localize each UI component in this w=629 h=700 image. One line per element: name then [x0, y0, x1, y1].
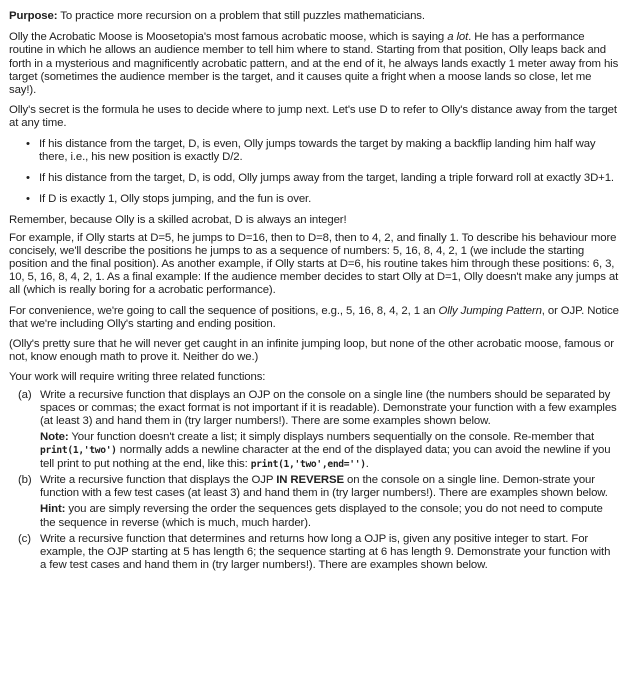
hint-label: Hint:: [40, 503, 66, 516]
task-c: [9, 533, 619, 573]
in-reverse-emphasis: IN REVERSE: [276, 473, 344, 486]
hint-text: you are simply reversing the order the sequences gets displayed to the console; you do not need to compute the sequence in reverse (which is much, much harder).: [40, 503, 603, 529]
secret-paragraph: Olly's secret is the formula he uses to decide where to jump next. Let's use D to refer to Olly's distance away from the target at any time.: [9, 104, 617, 130]
task-b-text-1: Write a recursive function that displays the OJP: [40, 473, 277, 486]
intro-emphasis: a lot: [447, 31, 469, 44]
rule-text: If his distance from the target, D, is even, Olly jumps towards the target by making a backflip landing him half way there, i.e., his new position is exactly D/2.: [39, 137, 596, 163]
purpose-label: Purpose:: [9, 10, 58, 22]
rule-stop: [9, 193, 619, 206]
work-intro: Your work will require writing three related functions:: [9, 371, 266, 384]
task-b-text-2: on the console on a single line. Demon-strate your function with a few test cases (at least 3) and hand them in (try larger numbers!). There are examples shown below.: [40, 473, 608, 500]
task-label: (c): [18, 532, 31, 545]
bullet-icon: •: [26, 172, 30, 185]
rule-text: If D is exactly 1, Olly stops jumping, and the fun is over.: [39, 193, 312, 206]
convenience-text-1: For convenience, we're going to call the sequence of positions, e.g., 5, 16, 8, 4, 2, 1 an: [9, 304, 439, 317]
rule-text: If his distance from the target, D, is odd, Olly jumps away from the target, landing a triple forward roll at exactly 3D+1.: [39, 172, 614, 185]
convenience-paragraph: [9, 305, 619, 331]
task-b: [9, 474, 619, 530]
intro-paragraph: [9, 31, 619, 97]
code-snippet: print(1,'two'): [40, 445, 117, 457]
task-label: (b): [18, 473, 32, 486]
task-label: (a): [18, 388, 32, 401]
task-c-text: Write a recursive function that determines and returns how long a OJP is, given any positive integer to start. For example, the OJP starting at 5 has length 6; the sequence starting at 6 has length 9. Demonstrate your function with a few test cases and hand them in (try larger numbers!). There are examples shown below.: [40, 532, 611, 572]
task-a-note: [40, 431, 619, 471]
task-a: [9, 389, 619, 471]
task-b-text: [40, 474, 619, 500]
task-b-hint: [40, 503, 619, 529]
convenience-text-2: , or OJP. Notice that we're including Olly's starting and ending position.: [9, 304, 619, 330]
ojp-term: Olly Jumping Pattern: [438, 304, 542, 317]
purpose-line: [9, 10, 619, 23]
aside-paragraph: (Olly's pretty sure that he will never get caught in an infinite jumping loop, but none of the other acrobatic moose, famous or not, know enough math to prove it. Neither do we.): [9, 338, 614, 364]
intro-text-1: Olly the Acrobatic Moose is Moosetopia's most famous acrobatic moose, which is saying: [9, 31, 448, 44]
rule-odd: [9, 172, 619, 185]
task-a-text: Write a recursive function that displays an OJP on the console on a single line (the numbers should be separated by spaces or commas; the exact format is not important if it is readable). Demonstrate your function with a few examples (at least 3) and hand them in (try larger numbers!). There are some examples shown below.: [40, 388, 617, 428]
note-text-3: .: [365, 457, 369, 470]
rules-list: [9, 138, 619, 207]
note-text-1: Your function doesn't create a list; it simply displays numbers sequentially on the console. Re-member that: [68, 431, 595, 444]
example-paragraph: For example, if Olly starts at D=5, he jumps to D=16, then to D=8, then to 4, 2, and finally 1. To describe his behaviour more concisely, we'll describe the positions he jumps to as a sequence of numbers: 5, 16, 8, 4, 2, 1 (we include the starting position and the final position). As another example, if Olly starts at D=6, his routine takes him through these positions: 6, 3, 10, 5, 16, 8, 4, 2, 1. As a final example: If the audience member decides to start Olly at D=1, Olly doesn't make any jumps at all (which is really boring for a acrobatic performance).: [9, 231, 619, 297]
note-text-2: normally adds a newline character at the end of the displayed data; you can avoid the newline if you tell print to put nothing at the end, like this:: [40, 444, 611, 470]
code-snippet: print(1,'two',end=''): [250, 458, 366, 470]
task-list: [9, 389, 619, 573]
note-label: Note:: [40, 431, 69, 444]
rule-even: [9, 138, 619, 164]
purpose-text: To practice more recursion on a problem that still puzzles mathematicians.: [57, 10, 425, 22]
intro-text-2: . He has a performance routine in which he allows an audience member to tell him where to stand. Starting from that position, Olly leaps back and forth in a mysterious and magnificently acrobatic pattern, and at the end of it, he always lands exactly 1 meter away from his target (sometimes the audience member is the target, and it causes quite a fright when a moose lands so close, let me say!).: [9, 31, 619, 97]
remember-line: Remember, because Olly is a skilled acrobat, D is always an integer!: [9, 214, 347, 227]
bullet-icon: •: [26, 137, 30, 150]
bullet-icon: •: [26, 193, 30, 206]
